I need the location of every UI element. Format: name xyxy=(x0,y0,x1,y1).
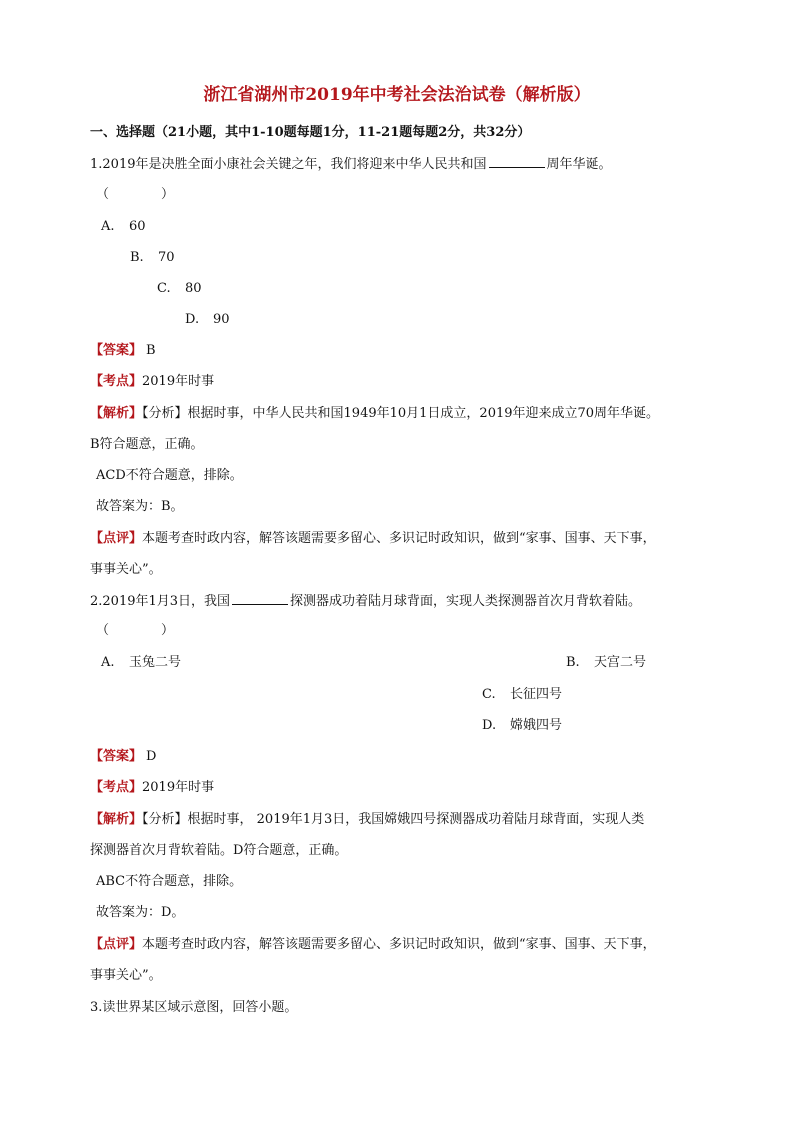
q1-option-a xyxy=(101,218,146,236)
answer-tag: 【答案】 xyxy=(90,749,143,764)
q2-analysis-line1 xyxy=(90,811,644,829)
q2-answer xyxy=(90,748,156,766)
q2-option-a xyxy=(101,654,181,672)
option-text: 长征四号 xyxy=(510,687,563,702)
q1-analysis-line2: B符合题意，正确。 xyxy=(90,437,204,452)
option-letter: A. xyxy=(101,219,115,234)
question-1-stem-part2: 周年华诞。 xyxy=(546,157,612,172)
q2-point xyxy=(90,779,214,797)
question-2-stem xyxy=(90,592,641,611)
q1-comment-line2: 事事关心”。 xyxy=(90,562,162,577)
option-text: 玉兔二号 xyxy=(129,655,182,670)
question-2-stem-part2: 探测器成功着陆月球背面，实现人类探测器首次月背软着陆。 xyxy=(290,594,642,609)
analysis-subtag: 【分析】 xyxy=(142,406,188,421)
question-1-stem-part1: 1.2019年是决胜全面小康社会关键之年，我们将迎来中华人民共和国 xyxy=(90,157,487,172)
option-letter: C. xyxy=(157,281,171,296)
comment-text: 本题考查时政内容，解答该题需要多留心、多识记时政知识，做到“家事、国事、天下事， xyxy=(142,531,656,546)
q2-analysis-line4: 故答案为：D。 xyxy=(96,905,185,920)
comment-text: 本题考查时政内容，解答该题需要多留心、多识记时政知识，做到“家事、国事、天下事， xyxy=(142,937,656,952)
analysis-text: 根据时事， 2019年1月3日，我国嫦娥四号探测器成功着陆月球背面，实现人类 xyxy=(187,812,645,827)
option-text: 天宫二号 xyxy=(594,655,647,670)
q1-answer xyxy=(90,342,156,360)
answer-value: B xyxy=(146,343,156,358)
q2-comment-line2: 事事关心”。 xyxy=(90,968,162,983)
answer-blank xyxy=(489,155,545,168)
question-2-paren: （ ） xyxy=(96,623,175,638)
q1-option-b xyxy=(130,249,175,267)
q2-comment-line1 xyxy=(90,936,656,954)
q1-analysis-line4: 故答案为：B。 xyxy=(96,499,184,514)
option-letter: B. xyxy=(130,250,144,265)
analysis-text: 根据时事，中华人民共和国1949年10月1日成立，2019年迎来成立70周年华诞。 xyxy=(187,406,660,421)
option-text: 90 xyxy=(213,312,230,327)
q1-analysis-line1 xyxy=(90,405,659,423)
q2-option-c xyxy=(482,686,562,704)
q2-analysis-line3: ABC不符合题意，排除。 xyxy=(96,874,243,889)
option-letter: B. xyxy=(566,655,580,670)
q1-comment-line1 xyxy=(90,530,656,548)
option-text: 70 xyxy=(158,250,175,265)
question-2-stem-part1: 2.2019年1月3日，我国 xyxy=(90,594,231,609)
section-heading: 一、选择题（21小题，其中1-10题每题1分，11-21题每题2分，共32分） xyxy=(90,125,531,140)
option-letter: D. xyxy=(185,312,200,327)
comment-tag: 【点评】 xyxy=(90,531,143,546)
answer-tag: 【答案】 xyxy=(90,343,143,358)
q2-analysis-line2: 探测器首次月背软着陆。D符合题意，正确。 xyxy=(90,843,348,858)
q1-option-c xyxy=(157,280,202,298)
option-text: 60 xyxy=(129,219,146,234)
point-value: 2019年时事 xyxy=(142,374,215,389)
answer-value: D xyxy=(146,749,157,764)
option-letter: C. xyxy=(482,687,496,702)
q1-analysis-line3: ACD不符合题意，排除。 xyxy=(96,468,243,483)
page-title: 浙江省湖州市2019年中考社会法治试卷（解析版） xyxy=(203,85,591,105)
analysis-tag: 【解析】 xyxy=(90,406,143,421)
analysis-subtag: 【分析】 xyxy=(142,812,188,827)
comment-tag: 【点评】 xyxy=(90,937,143,952)
question-1-paren: （ ） xyxy=(96,187,175,202)
point-value: 2019年时事 xyxy=(142,780,215,795)
question-1-stem xyxy=(90,155,612,174)
question-3-stem: 3.读世界某区域示意图，回答小题。 xyxy=(90,1000,298,1015)
option-text: 嫦娥四号 xyxy=(510,718,563,733)
answer-blank xyxy=(232,592,288,605)
q1-option-d xyxy=(185,311,230,329)
q2-option-b xyxy=(566,654,646,672)
point-tag: 【考点】 xyxy=(90,374,143,389)
point-tag: 【考点】 xyxy=(90,780,143,795)
q1-point xyxy=(90,373,214,391)
q2-option-d xyxy=(482,717,562,735)
option-letter: D. xyxy=(482,718,497,733)
option-text: 80 xyxy=(185,281,202,296)
analysis-tag: 【解析】 xyxy=(90,812,143,827)
option-letter: A. xyxy=(101,655,115,670)
